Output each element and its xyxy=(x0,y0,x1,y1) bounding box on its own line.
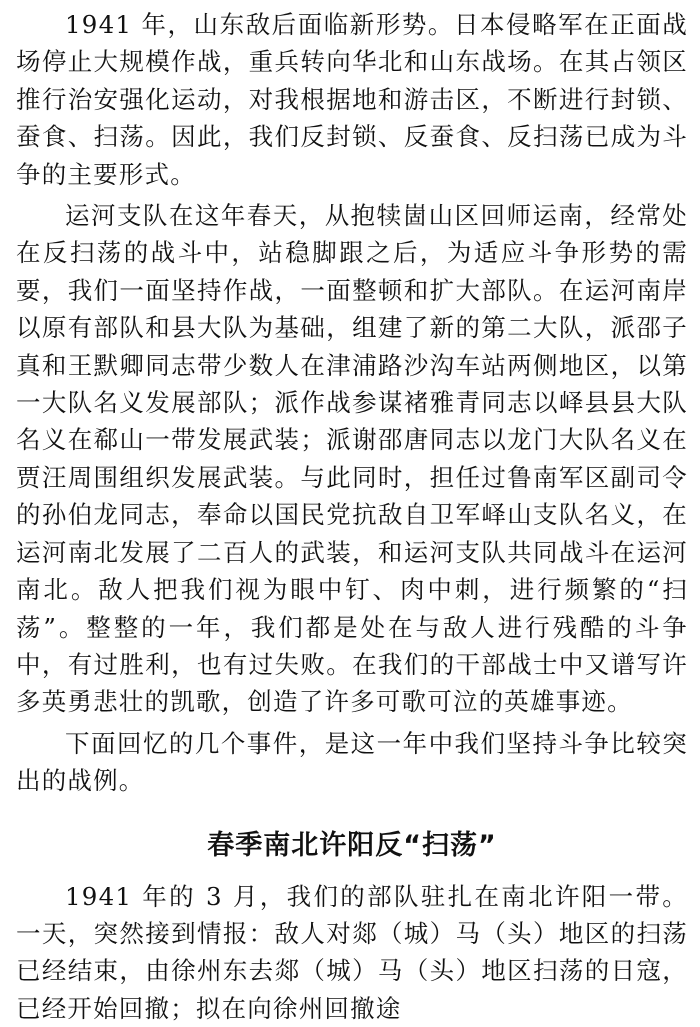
paragraph-new-situation-1941: 1941 年，山东敌后面临新形势。日本侵略军在正面战场停止大规模作战，重兵转向华北和山东战场。在其占领区推行治安强化运动，对我根据地和游击区，不断进行封锁、蚕食、扫荡。因此，我们反封锁、反蚕食、反扫荡已成为斗争的主要形式。 xyxy=(16,10,688,189)
paragraph-march-1941: 1941 年的 3 月，我们的部队驻扎在南北许阳一带。一天，突然接到情报：敌人对郯（城）马（头）地区的扫荡已经结束，由徐州东去郯（城）马（头）地区扫荡的日寇，已经开始回撤；拟在向徐州回撤途 xyxy=(16,881,688,1023)
paragraph-canal-detachment-spring: 运河支队在这年春天，从抱犊崮山区回师运南，经常处在反扫荡的战斗中，站稳脚跟之后，为适应斗争形势的需要，我们一面坚持作战，一面整顿和扩大部队。在运河南岸以原有部队和县大队为基础，组建了新的第二大队，派邵子真和王默卿同志带少数人在津浦路沙沟车站两侧地区，以第一大队名义发展部队；派作战参谋褚雅青同志以峄县县大队名义在郗山一带发展武装；派谢邵唐同志以龙门大队名义在贾汪周围组织发展武装。与此同时，担任过鲁南军区副司令的孙伯龙同志，奉命以国民党抗敌自卫军峄山支队名义，在运河南北发展了二百人的武装，和运河支队共同战斗在运河南北。敌人把我们视为眼中钉、肉中刺，进行频繁的“扫荡”。整整的一年，我们都是处在与敌人进行残酷的斗争中，有过胜利，也有过失败。在我们的干部战士中又谱写许多英勇悲壮的凯歌，创造了许多可歌可泣的英雄事迹。 xyxy=(16,201,688,717)
paragraph-recollection-intro: 下面回忆的几个事件，是这一年中我们坚持斗争比较突出的战例。 xyxy=(16,728,688,796)
section-heading: 春季南北许阳反“扫荡” xyxy=(207,829,497,861)
